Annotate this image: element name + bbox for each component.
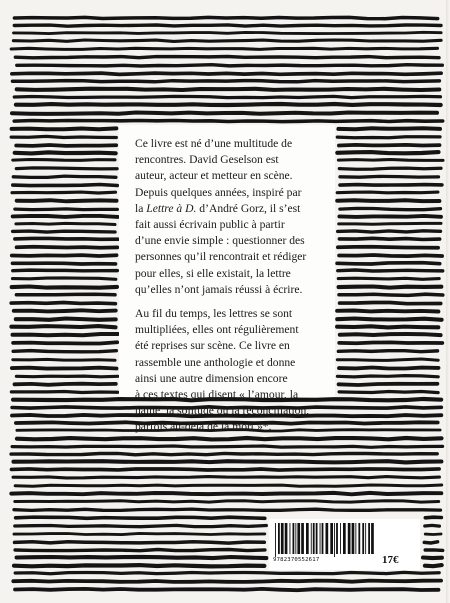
stripe-line	[13, 263, 116, 264]
stripe-line	[337, 326, 438, 327]
barcode-bar	[336, 523, 338, 554]
stripe-line	[13, 40, 441, 41]
blurb-line: multipliées, elles ont régulièrement	[135, 323, 299, 337]
blurb-text	[135, 136, 330, 436]
barcode-bar	[316, 523, 318, 554]
stripe-line	[339, 368, 439, 369]
barcode-bar	[320, 523, 321, 554]
barcode-bar	[340, 523, 341, 554]
stripe-line	[12, 192, 116, 193]
stripe-line	[337, 192, 438, 193]
stripe-line	[13, 334, 119, 335]
blurb-line: parfois au-delà de la mort »*.	[135, 420, 272, 434]
stripe-line	[14, 461, 442, 462]
stripe-line	[12, 128, 117, 129]
barcode-bar	[278, 523, 280, 554]
blurb-line: d’une envie simple : questionner des	[135, 234, 305, 248]
barcode-bar	[326, 523, 329, 554]
stripe-line	[424, 542, 437, 543]
stripe-line	[15, 525, 266, 526]
stripe-line	[14, 310, 116, 311]
stripe-line	[11, 453, 437, 454]
stripe-line	[425, 517, 441, 518]
barcode-bar	[313, 523, 315, 554]
stripe-line	[12, 73, 441, 74]
stripe-line	[337, 137, 440, 138]
stripe-line	[14, 32, 442, 33]
barcode-bar	[355, 523, 356, 554]
stripe-line	[13, 216, 118, 217]
blurb-line: Au fil du temps, les lettres se sont	[135, 307, 293, 321]
barcode-bar	[371, 523, 374, 554]
blurb-line: Depuis quelques années, inspiré par	[135, 185, 302, 199]
stripe-line	[14, 565, 264, 566]
stripe-line	[425, 550, 443, 551]
blurb-line: à ces textes qui disent « l’amour, la	[135, 388, 299, 402]
stripe-line	[14, 96, 440, 97]
stripe-line	[15, 209, 117, 210]
barcode-icon	[273, 523, 377, 557]
barcode-bar	[295, 523, 296, 554]
stripe-line	[338, 247, 438, 248]
stripe-line	[11, 48, 437, 49]
stripe-line	[14, 25, 441, 26]
stripe-line	[12, 469, 440, 470]
stripe-line	[15, 485, 442, 486]
stripe-line	[340, 208, 441, 209]
stripe-line	[339, 216, 441, 217]
blurb-line: rencontres. David Geselson est	[135, 153, 279, 167]
stripe-line	[15, 57, 439, 58]
blurb-paragraph-2	[135, 306, 330, 436]
stripe-line	[338, 128, 440, 129]
stripe-line	[339, 255, 442, 256]
stripe-line	[15, 572, 439, 573]
stripe-line	[16, 294, 115, 295]
stripe-line	[17, 557, 267, 558]
barcode-bar	[281, 523, 284, 554]
barcode-bar	[297, 523, 300, 554]
stripe-line	[337, 263, 440, 264]
stripe-line	[15, 384, 116, 385]
barcode-bar	[330, 523, 333, 554]
stripe-line	[340, 303, 441, 304]
barcode-sticker	[269, 519, 420, 570]
stripe-line	[15, 542, 265, 543]
stripe-line	[13, 81, 440, 82]
stripe-line	[16, 145, 116, 146]
stripe-line	[338, 270, 443, 271]
stripe-line	[15, 550, 265, 551]
stripe-line	[425, 525, 440, 526]
stripe-line	[13, 270, 118, 271]
stripe-line	[15, 501, 439, 502]
barcode-bar	[343, 523, 346, 554]
blurb-line: pour elles, si elle existait, la lettre	[135, 266, 291, 280]
stripe-line	[13, 231, 115, 232]
stripe-line	[13, 359, 115, 360]
stripe-line	[13, 185, 118, 186]
stripe-line	[15, 152, 116, 153]
stripe-line	[13, 477, 439, 478]
stripe-line	[338, 231, 441, 232]
stripe-line	[423, 558, 442, 559]
stripe-line	[339, 168, 441, 169]
stripe-line	[339, 287, 442, 288]
isbn-number: 9782370552617	[273, 557, 320, 563]
stripe-line	[337, 311, 438, 312]
blurb-line: ainsi une autre dimension encore	[135, 371, 288, 385]
book-title-italic: Lettre à D.	[146, 201, 197, 215]
blurb-line: auteur, acteur et metteur en scène.	[135, 169, 293, 183]
barcode-bar	[301, 523, 304, 554]
stripe-line	[339, 342, 442, 343]
stripe-line	[12, 113, 437, 114]
stripe-line	[13, 351, 116, 352]
stripe-line	[16, 319, 116, 320]
stripe-line	[425, 534, 441, 535]
stripe-line	[339, 238, 439, 239]
stripe-line	[337, 152, 438, 153]
stripe-line	[425, 565, 442, 566]
stripe-line	[17, 89, 440, 90]
stripe-line	[337, 200, 439, 201]
barcode-bar	[368, 523, 370, 554]
barcode-bar	[293, 523, 295, 554]
stripe-line	[338, 278, 439, 279]
stripe-line	[339, 223, 441, 224]
stripe-line	[337, 359, 438, 360]
stripe-line	[17, 65, 443, 66]
stripe-line	[16, 376, 117, 377]
stripe-line	[11, 392, 117, 393]
stripe-line	[13, 160, 115, 161]
stripe-line	[11, 303, 115, 304]
blurb-line: la Lettre à D. d’André Gorz, il s’est	[135, 201, 301, 215]
stripe-line	[13, 176, 116, 177]
blurb-line: personnes qu’il rencontrait et rédiger	[135, 250, 307, 264]
stripe-line	[338, 351, 437, 352]
stripe-line	[17, 200, 117, 201]
stripe-line	[339, 392, 438, 393]
stripe-line	[11, 326, 115, 327]
stripe-line	[17, 438, 442, 439]
barcode-bar	[358, 523, 360, 554]
stripe-line	[16, 223, 115, 224]
barcode-bar	[348, 523, 351, 554]
stripe-line	[13, 581, 441, 582]
barcode-bar	[290, 523, 291, 554]
stripe-line	[12, 446, 443, 447]
stripe-line	[340, 334, 441, 335]
stripe-line	[14, 17, 437, 18]
stripe-line	[339, 384, 438, 385]
barcode-bar	[311, 523, 312, 554]
barcode-bar	[362, 523, 364, 554]
stripe-line	[11, 493, 441, 494]
blurb-line: haine, la solitude ou la réconciliation,	[135, 404, 310, 418]
blurb-line: rassemble une anthologie et donne	[135, 355, 296, 369]
stripe-line	[12, 255, 117, 256]
stripe-line	[337, 376, 438, 377]
stripe-line	[16, 104, 441, 105]
stripe-line	[12, 287, 117, 288]
barcode-bar	[352, 523, 355, 554]
stripe-line	[337, 319, 441, 320]
stripe-line	[16, 168, 117, 169]
price-label: 17€	[382, 554, 399, 566]
stripe-line	[15, 589, 439, 590]
stripe-line	[13, 342, 117, 343]
blurb-line: été reprises sur scène. Ce livre en	[135, 339, 290, 353]
stripe-line	[14, 533, 265, 534]
stripe-line	[340, 176, 439, 177]
barcode-bar	[275, 523, 276, 557]
stripe-line	[13, 278, 116, 279]
barcode-bar	[306, 523, 309, 554]
stripe-line	[340, 185, 442, 186]
barcode-bar	[322, 523, 324, 554]
stripe-line	[16, 517, 265, 518]
stripe-line	[12, 368, 117, 369]
blurb-paragraph-1	[135, 136, 330, 298]
barcode-bar	[365, 523, 366, 554]
blurb-line: fait aussi écrivain public à partir	[135, 218, 285, 232]
stripe-line	[14, 509, 441, 510]
stripe-line	[11, 136, 116, 137]
stripe-line	[339, 145, 440, 146]
stripe-line	[338, 160, 443, 161]
stripe-line	[339, 294, 443, 295]
stripe-line	[15, 238, 118, 239]
page-edge	[446, 0, 450, 603]
blurb-line: Ce livre est né d’une multitude de	[135, 137, 293, 150]
barcode-bar	[285, 523, 288, 554]
stripe-line	[14, 121, 443, 122]
blurb-line: qu’elles n’ont jamais réussi à écrire.	[135, 282, 303, 296]
stripe-line	[17, 247, 118, 248]
barcode-bar	[334, 523, 335, 557]
